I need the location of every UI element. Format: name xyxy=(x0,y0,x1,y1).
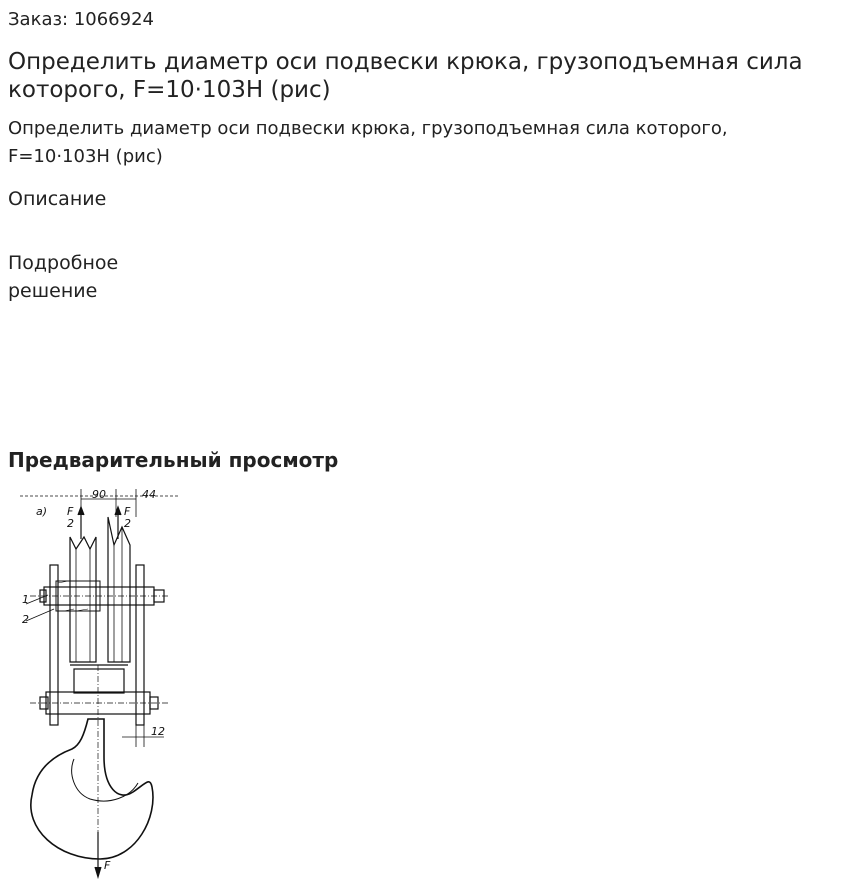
description-tab[interactable]: Описание xyxy=(8,188,107,210)
solution-tab[interactable]: Подробное решение xyxy=(8,252,119,302)
hook-body xyxy=(31,719,153,859)
task-subtitle: Определить диаметр оси подвески крюка, грузоподъемная сила которого, F=10·103H (рис) xyxy=(8,118,728,167)
figure-label-a: a) xyxy=(36,505,48,518)
right-side-plate xyxy=(136,565,144,725)
hook-drawing-svg xyxy=(18,487,183,879)
force-left-numerator: F xyxy=(67,505,74,518)
preview-heading: Предварительный просмотр xyxy=(8,448,339,472)
dimension-44: 44 xyxy=(142,488,156,501)
left-side-plate xyxy=(50,565,58,725)
dimension-12: 12 xyxy=(151,725,165,738)
right-sheave xyxy=(108,517,130,662)
force-right-numerator: F xyxy=(124,505,131,518)
left-sheave xyxy=(70,537,96,662)
hook-suspension-drawing xyxy=(18,487,183,879)
dimension-90: 90 xyxy=(92,488,106,501)
force-bottom-label: F xyxy=(104,859,111,872)
task-title: Определить диаметр оси подвески крюка, грузоподъемная сила которого, F=10·103H (рис) xyxy=(8,49,803,103)
force-left-denominator: 2 xyxy=(67,517,74,530)
force-right-denominator: 2 xyxy=(124,517,131,530)
part-label-1: 1 xyxy=(22,593,29,606)
part-label-2: 2 xyxy=(22,613,29,626)
order-number: Заказ: 1066924 xyxy=(8,9,154,30)
hook-nut xyxy=(74,669,124,693)
